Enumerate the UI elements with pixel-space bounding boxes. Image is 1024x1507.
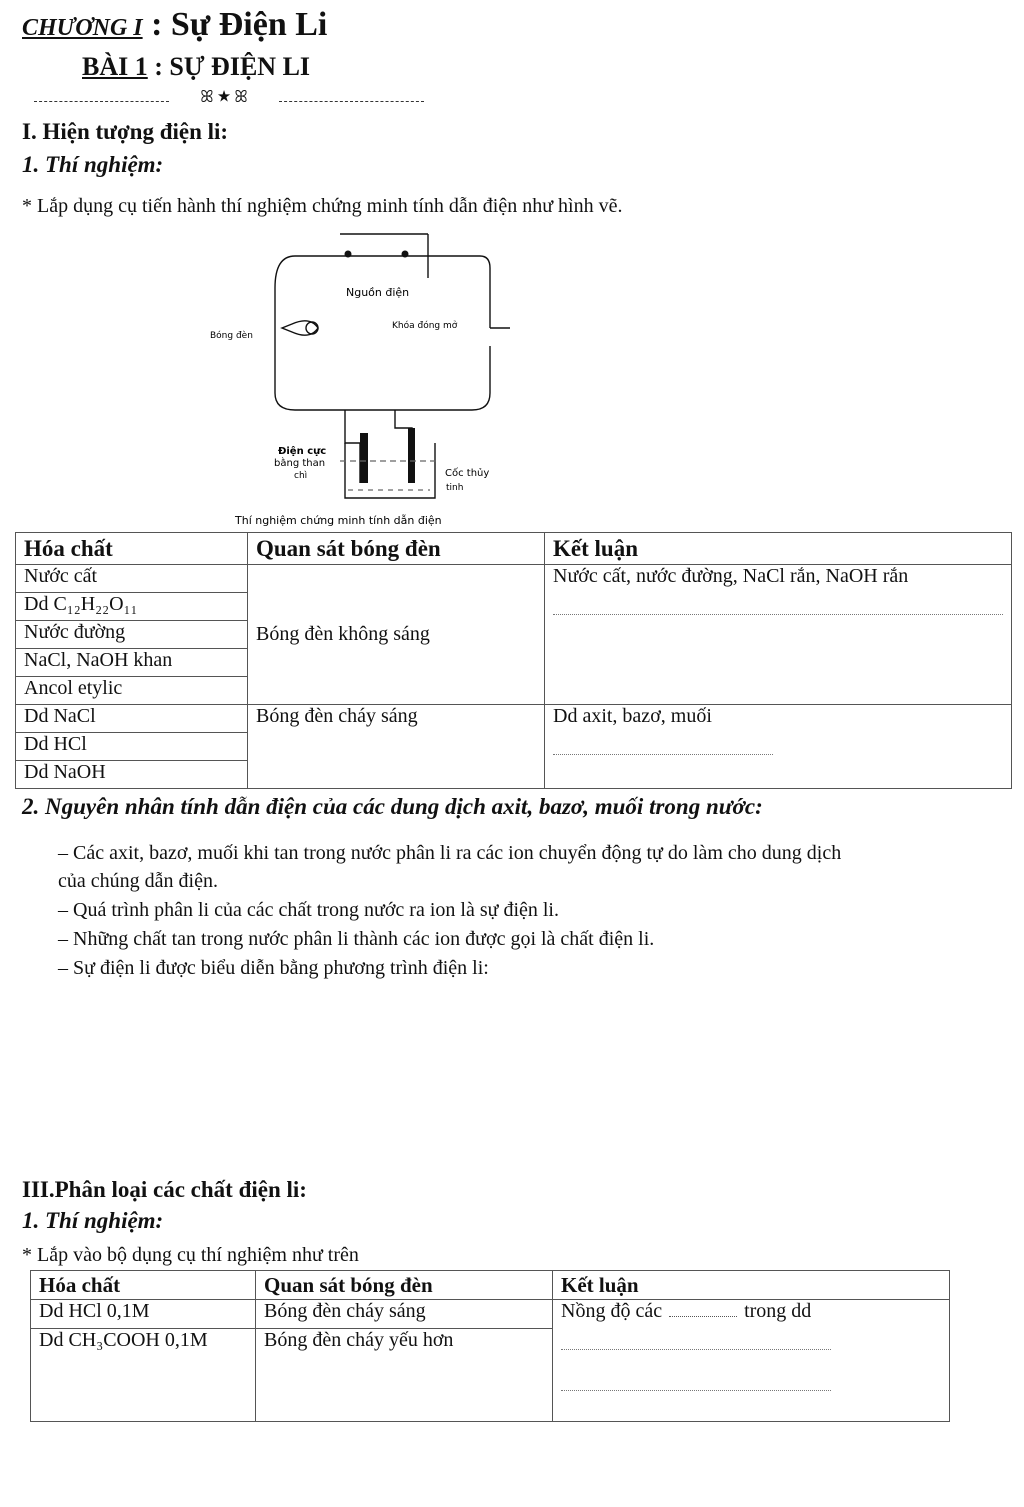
conclusion-2 [545, 705, 1012, 789]
electrode-label-3: chì [294, 471, 308, 481]
section-3-intro: * Lắp vào bộ dụng cụ thí nghiệm như trên [22, 1244, 359, 1266]
answer-line [561, 1390, 831, 1391]
lesson-name: : SỰ ĐIỆN LI [154, 52, 311, 81]
section-1-intro: * Lắp dụng cụ tiến hành thí nghiệm chứng minh tính dẫn điện như hình vẽ. [22, 195, 623, 217]
bullet-2: – Quá trình phân li của các chất trong nước ra ion là sự điện li. [58, 899, 559, 921]
bullet-1-cont: của chúng dẫn điện. [58, 870, 218, 892]
beaker-label-1: Cốc thủy [445, 468, 490, 479]
fill-blank [669, 1316, 737, 1317]
table-row: Dd C₁₂H₂₂O₁₁ [16, 593, 248, 621]
answer-line [553, 614, 1003, 615]
observation-no-light: Bóng đèn không sáng [248, 565, 545, 705]
ornament-divider [34, 89, 424, 113]
bullet-3: – Những chất tan trong nước phân li thành các ion được gọi là chất điện li. [58, 928, 655, 950]
beaker-label-2: tinh [446, 483, 464, 493]
section-3-sub-1: 1. Thí nghiệm: [22, 1208, 164, 1233]
table-row: Nước cất [16, 565, 248, 593]
electrode-right [408, 428, 415, 483]
conclusion-1-text: Nước cất, nước đường, NaCl rắn, NaOH rắn [553, 565, 909, 587]
conclusion-cell [553, 1300, 950, 1422]
conclusion-2-text: Dd axit, bazơ, muối [553, 705, 712, 727]
switch-label: Khóa đóng mở [392, 321, 458, 331]
col-header-observation: Quan sát bóng đèn [256, 1271, 553, 1300]
col-header-chemical: Hóa chất [16, 533, 248, 565]
electrode-label-1: Điện cực [278, 446, 327, 457]
ornament: ꕤ ★ ꕤ [200, 89, 248, 106]
conductivity-table [15, 532, 1012, 789]
electrolyte-table [30, 1270, 950, 1422]
power-terminal-left [345, 251, 352, 258]
col-header-conclusion: Kết luận [553, 1271, 950, 1300]
table-row-chemical: Dd CH₃COOH 0,1M [31, 1329, 256, 1422]
conclusion-suffix: trong dd [744, 1300, 812, 1322]
table-row: NaCl, NaOH khan [16, 649, 248, 677]
table-row: Dd NaCl [16, 705, 248, 733]
lesson-label: BÀI 1 [82, 52, 148, 81]
answer-line [561, 1349, 831, 1350]
conclusion-1 [545, 565, 1012, 705]
table-row: Dd HCl [16, 733, 248, 761]
lesson-title [82, 52, 310, 82]
conclusion-prefix: Nồng độ các [561, 1300, 663, 1322]
electrode-label-2: bằng than [274, 458, 326, 469]
power-label: Nguồn điện [346, 286, 410, 299]
col-header-conclusion: Kết luận [545, 533, 1012, 565]
section-3-heading: III.Phân loại các chất điện li: [22, 1177, 307, 1202]
section-1-sub-2: 2. Nguyên nhân tính dẫn điện của các dung dịch axit, bazơ, muối trong nước: [22, 794, 763, 819]
diagram-caption: Thí nghiệm chứng minh tính dẫn điện [235, 514, 442, 527]
observation-light: Bóng đèn cháy sáng [248, 705, 545, 789]
section-1-heading: I. Hiện tượng điện li: [22, 119, 229, 144]
table-row: Ancol etylic [16, 677, 248, 705]
bullet-4: – Sự điện li được biểu diễn bằng phương trình điện li: [58, 957, 489, 979]
chapter-title [22, 6, 327, 44]
col-header-observation: Quan sát bóng đèn [248, 533, 545, 565]
answer-line [553, 754, 773, 755]
table-row-observation: Bóng đèn cháy yếu hơn [256, 1329, 553, 1422]
electrode-left [360, 433, 368, 483]
table-row-observation: Bóng đèn cháy sáng [256, 1300, 553, 1329]
section-1-sub-1: 1. Thí nghiệm: [22, 152, 164, 177]
power-terminal-right [402, 251, 409, 258]
conductivity-diagram [200, 228, 530, 533]
table-row: Nước đường [16, 621, 248, 649]
bulb-label: Bóng đèn [210, 331, 253, 341]
table-row: Dd NaOH [16, 761, 248, 789]
chapter-label: CHƯƠNG I [22, 15, 143, 41]
table-row-chemical: Dd HCl 0,1M [31, 1300, 256, 1329]
chapter-name: : Sự Điện Li [151, 6, 328, 43]
bullet-1: – Các axit, bazơ, muối khi tan trong nước phân li ra các ion chuyển động tự do làm cho dung dịch [58, 842, 842, 864]
col-header-chemical: Hóa chất [31, 1271, 256, 1300]
